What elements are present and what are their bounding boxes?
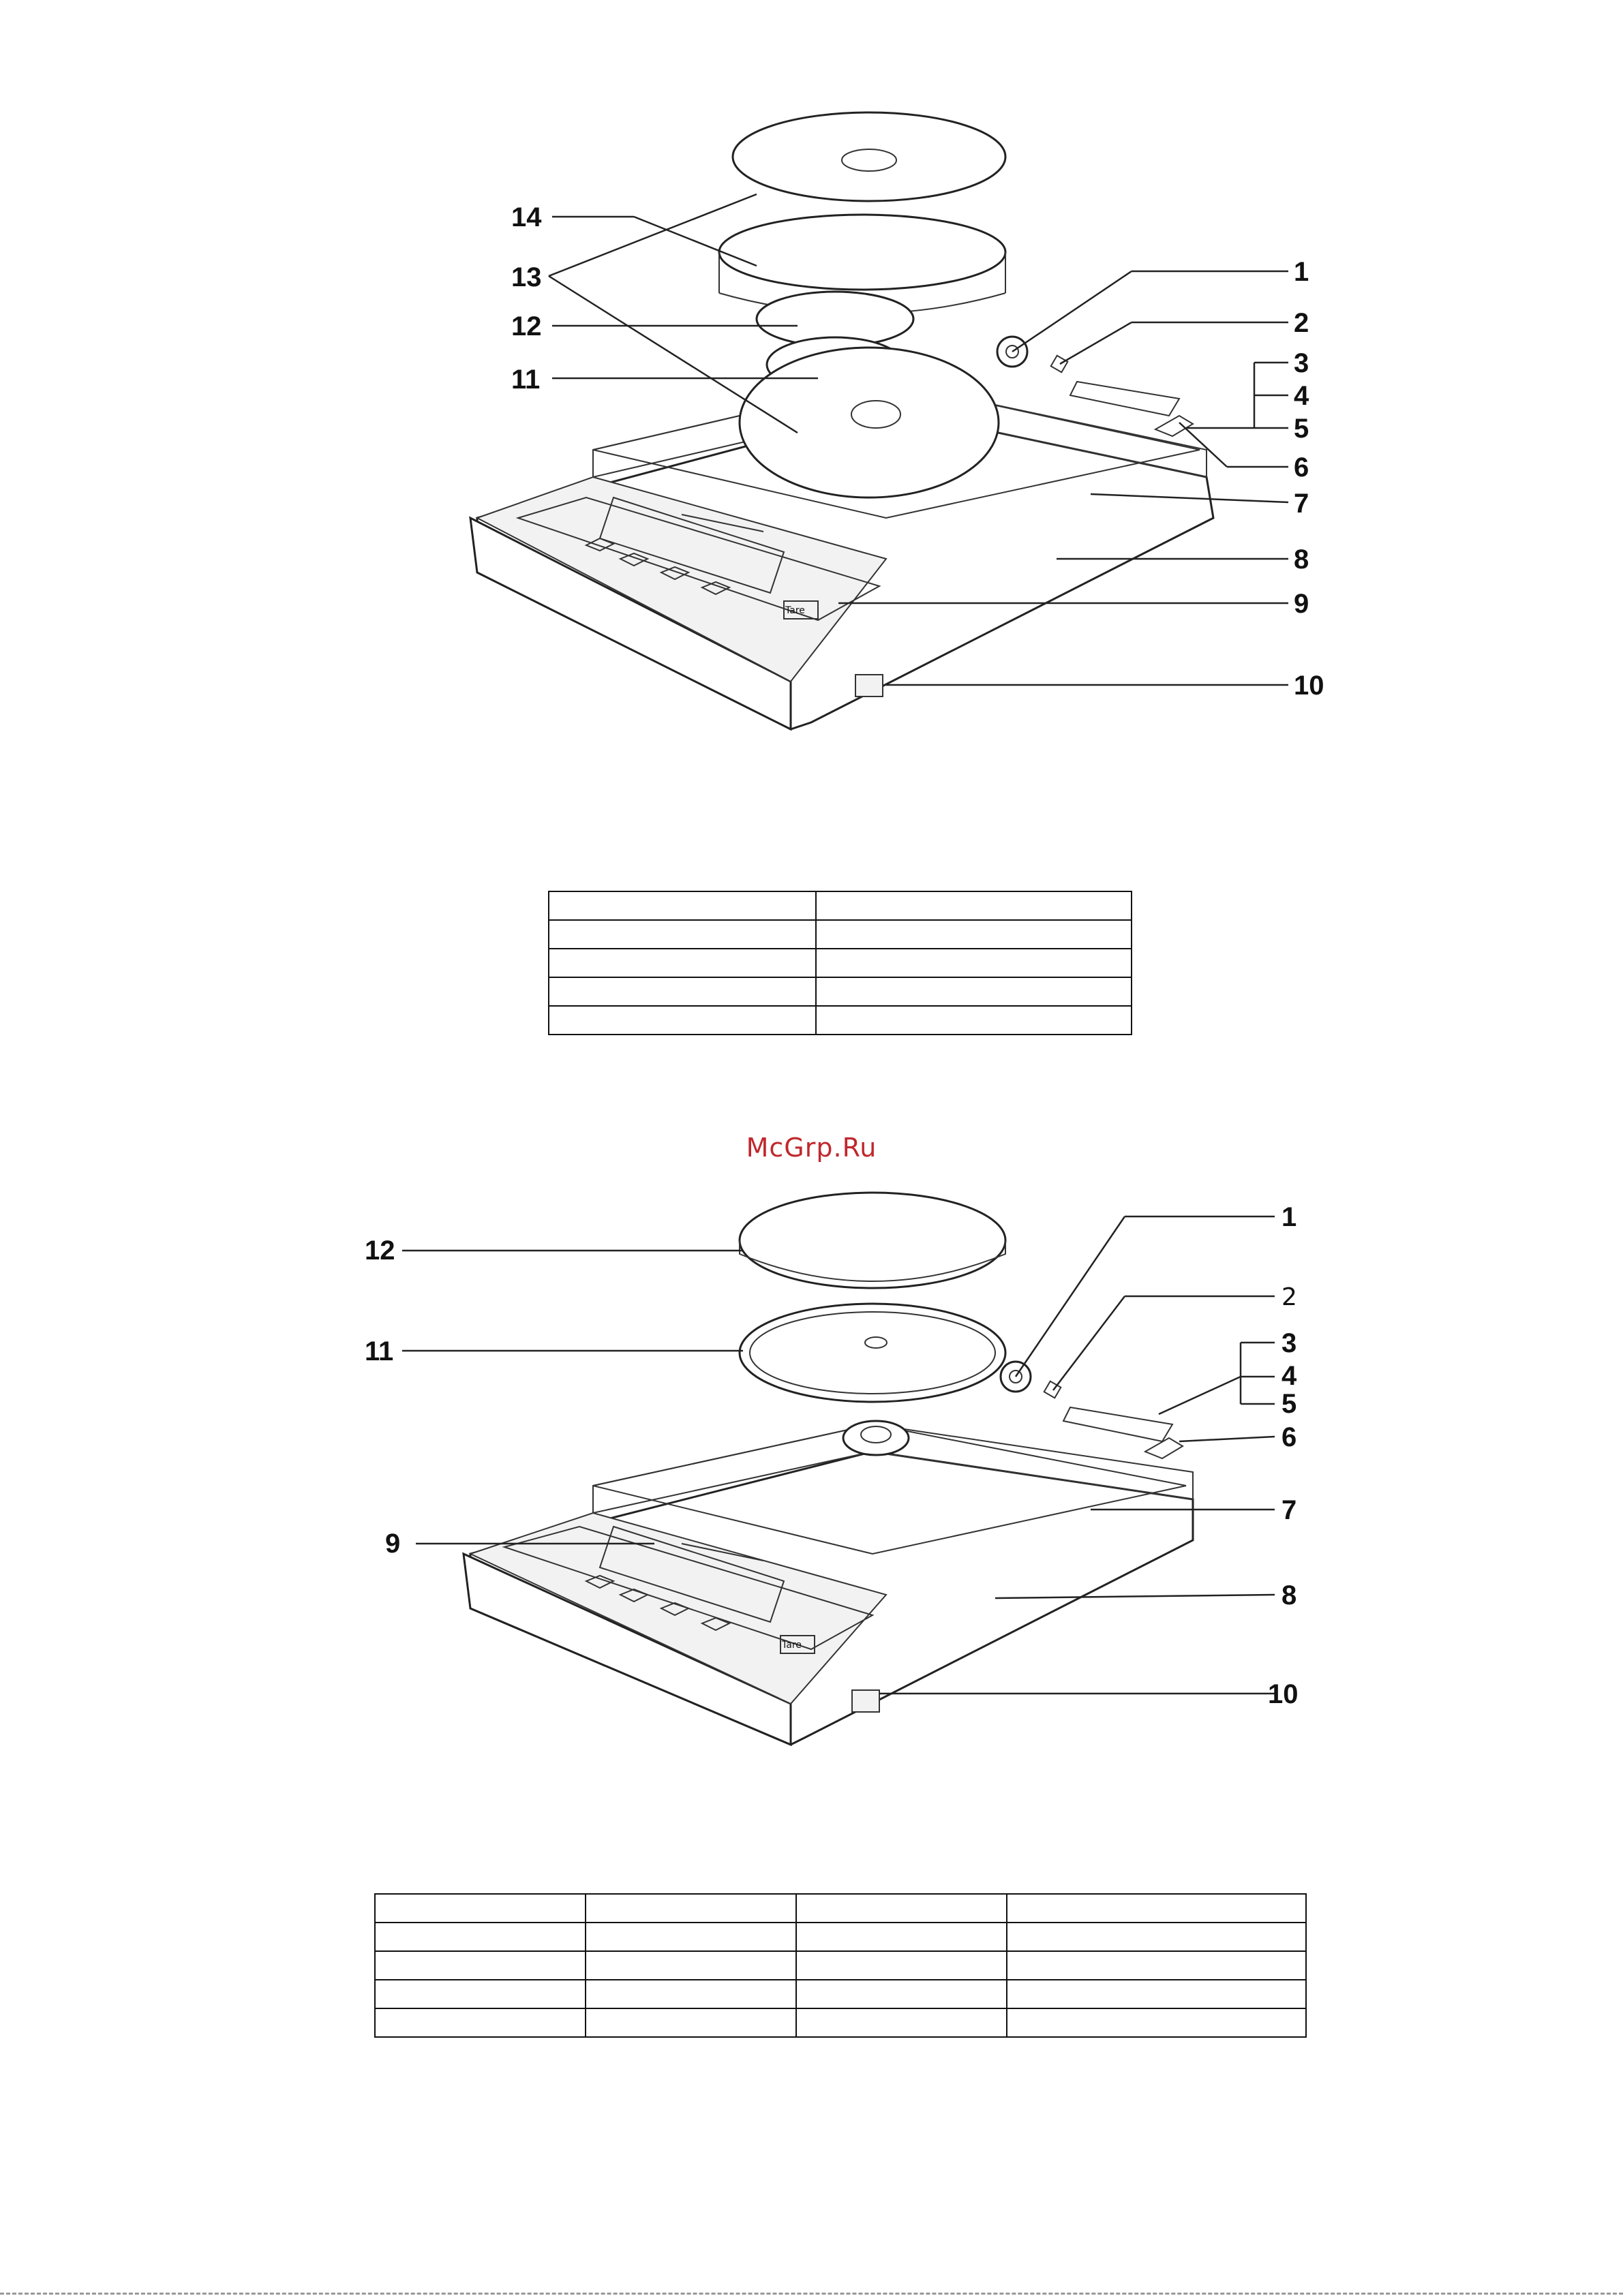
callout-1: 1	[1281, 1202, 1297, 1232]
callout-12: 12	[365, 1236, 395, 1266]
table-row	[375, 1923, 1306, 1951]
callout-5: 5	[1294, 414, 1309, 444]
callout-5: 5	[1281, 1389, 1297, 1419]
rear-controls	[997, 337, 1193, 436]
table-row	[549, 1006, 1132, 1035]
table-row	[549, 920, 1132, 949]
callout-3: 3	[1281, 1328, 1297, 1358]
callout-7: 7	[1294, 489, 1309, 519]
callout-11: 11	[365, 1336, 394, 1366]
callout-6: 6	[1294, 453, 1309, 483]
callout-11: 11	[511, 365, 541, 395]
table-row	[549, 891, 1132, 920]
callout-4: 4	[1281, 1361, 1297, 1391]
callout-13: 13	[511, 262, 542, 292]
shield-lid	[733, 112, 1005, 201]
page-bottom-rule	[0, 2293, 1623, 2295]
table-row	[375, 1894, 1306, 1923]
tare-key-label: Tare	[782, 1640, 802, 1651]
table-2	[374, 1893, 1307, 2038]
table-1	[548, 891, 1132, 1035]
callout-1: 1	[1294, 257, 1309, 287]
table-row	[375, 2008, 1306, 2037]
level-foot	[855, 675, 883, 697]
callout-10: 10	[1268, 1679, 1299, 1709]
weighing-pans	[740, 1193, 1005, 1455]
callout-7: 7	[1281, 1495, 1297, 1525]
callout-4: 4	[1294, 381, 1309, 411]
callout-14: 14	[511, 202, 542, 232]
weighing-pans	[740, 292, 999, 498]
callout-3: 3	[1294, 348, 1309, 378]
figure-2-scale-open-pan	[0, 1172, 1623, 1772]
scale-body	[464, 1424, 1193, 1745]
table-row	[549, 977, 1132, 1006]
callout-6: 6	[1281, 1422, 1297, 1452]
callout-9: 9	[385, 1529, 401, 1559]
callout-9: 9	[1294, 589, 1309, 619]
callout-8: 8	[1281, 1580, 1297, 1610]
table-row	[549, 949, 1132, 977]
rear-controls	[1001, 1362, 1183, 1458]
table-row	[375, 1980, 1306, 2008]
callout-2: 2	[1281, 1283, 1297, 1311]
callout-12: 12	[511, 311, 542, 341]
callout-10: 10	[1294, 671, 1324, 701]
callout-8: 8	[1294, 545, 1309, 575]
table-row	[375, 1951, 1306, 1980]
tare-key-label: Tare	[785, 605, 805, 616]
callout-2: 2	[1294, 308, 1309, 338]
level-foot	[852, 1690, 879, 1712]
figure-1-scale-with-draft-shield	[0, 95, 1623, 750]
watermark: McGrp.Ru	[746, 1133, 877, 1163]
